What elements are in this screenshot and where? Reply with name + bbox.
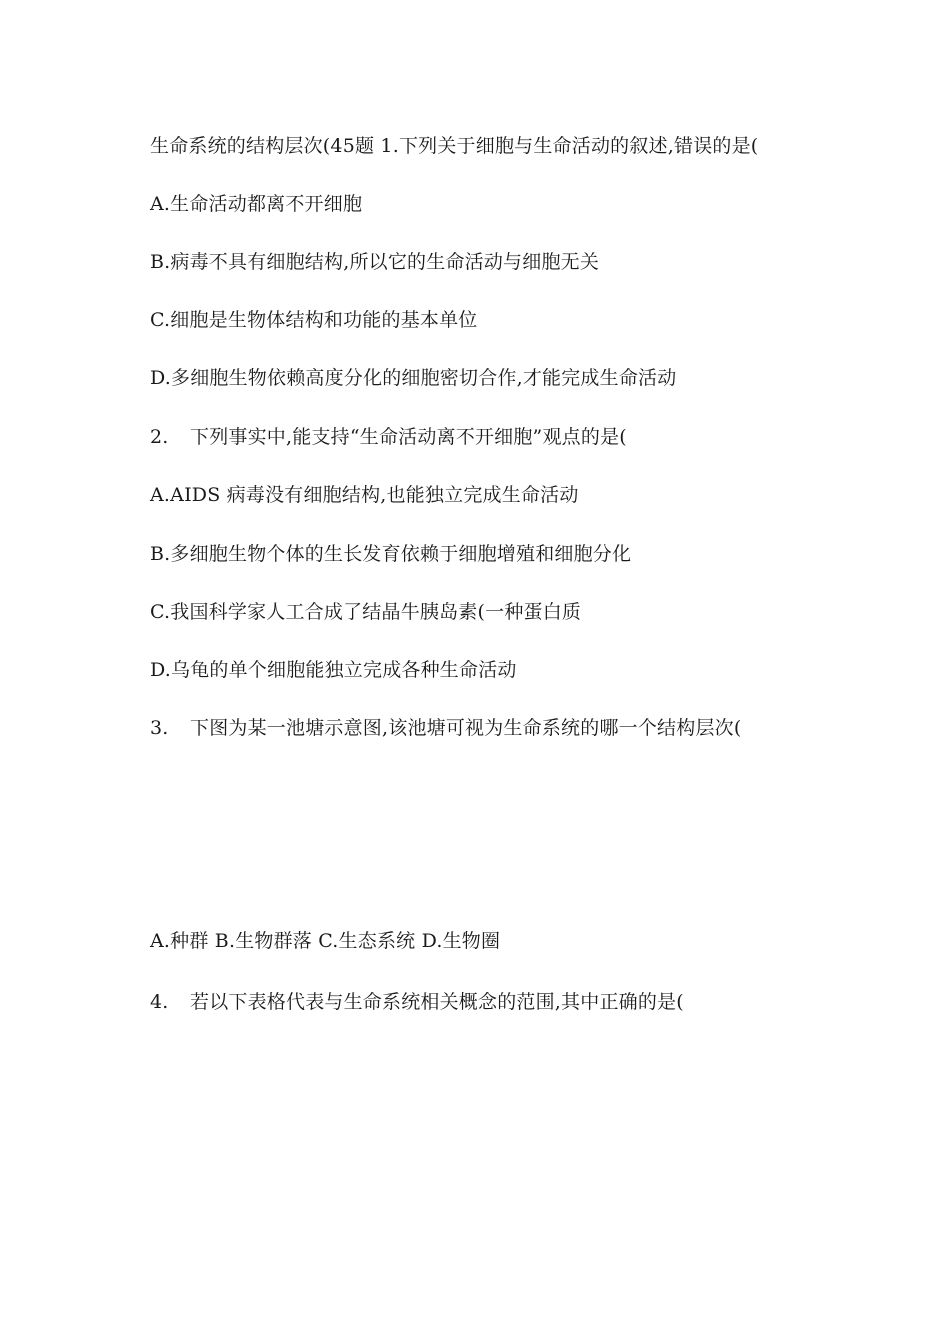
q1-option-c: C.细胞是生物体结构和功能的基本单位 [150,309,478,331]
document-title-line: 生命系统的结构层次(45题 1.下列关于细胞与生命活动的叙述,错误的是( [150,135,759,157]
q4-number: 4. [150,991,169,1013]
q3-stem: 下图为某一池塘示意图,该池塘可视为生命系统的哪一个结构层次( [190,717,742,739]
q2-option-b: B.多细胞生物个体的生长发育依赖于细胞增殖和细胞分化 [150,543,632,565]
q2-question [150,425,627,449]
q3-number: 3. [150,717,169,739]
q1-option-a: A.生命活动都离不开细胞 [150,193,363,215]
q3-question [150,716,741,740]
q1-option-b: B.病毒不具有细胞结构,所以它的生命活动与细胞无关 [150,251,600,273]
q2-number: 2. [150,426,169,448]
q2-stem: 下列事实中,能支持“生命活动离不开细胞”观点的是( [190,426,627,448]
q4-stem: 若以下表格代表与生命系统相关概念的范围,其中正确的是( [190,991,684,1013]
q2-option-c: C.我国科学家人工合成了结晶牛胰岛素(一种蛋白质 [150,601,582,623]
q4-question [150,990,684,1014]
q2-option-a: A.AIDS 病毒没有细胞结构,也能独立完成生命活动 [150,484,579,506]
q2-option-d: D.乌龟的单个细胞能独立完成各种生命活动 [150,659,517,681]
q1-option-d: D.多细胞生物依赖高度分化的细胞密切合作,才能完成生命活动 [150,367,677,389]
q3-options-line: A.种群 B.生物群落 C.生态系统 D.生物圈 [150,930,501,952]
